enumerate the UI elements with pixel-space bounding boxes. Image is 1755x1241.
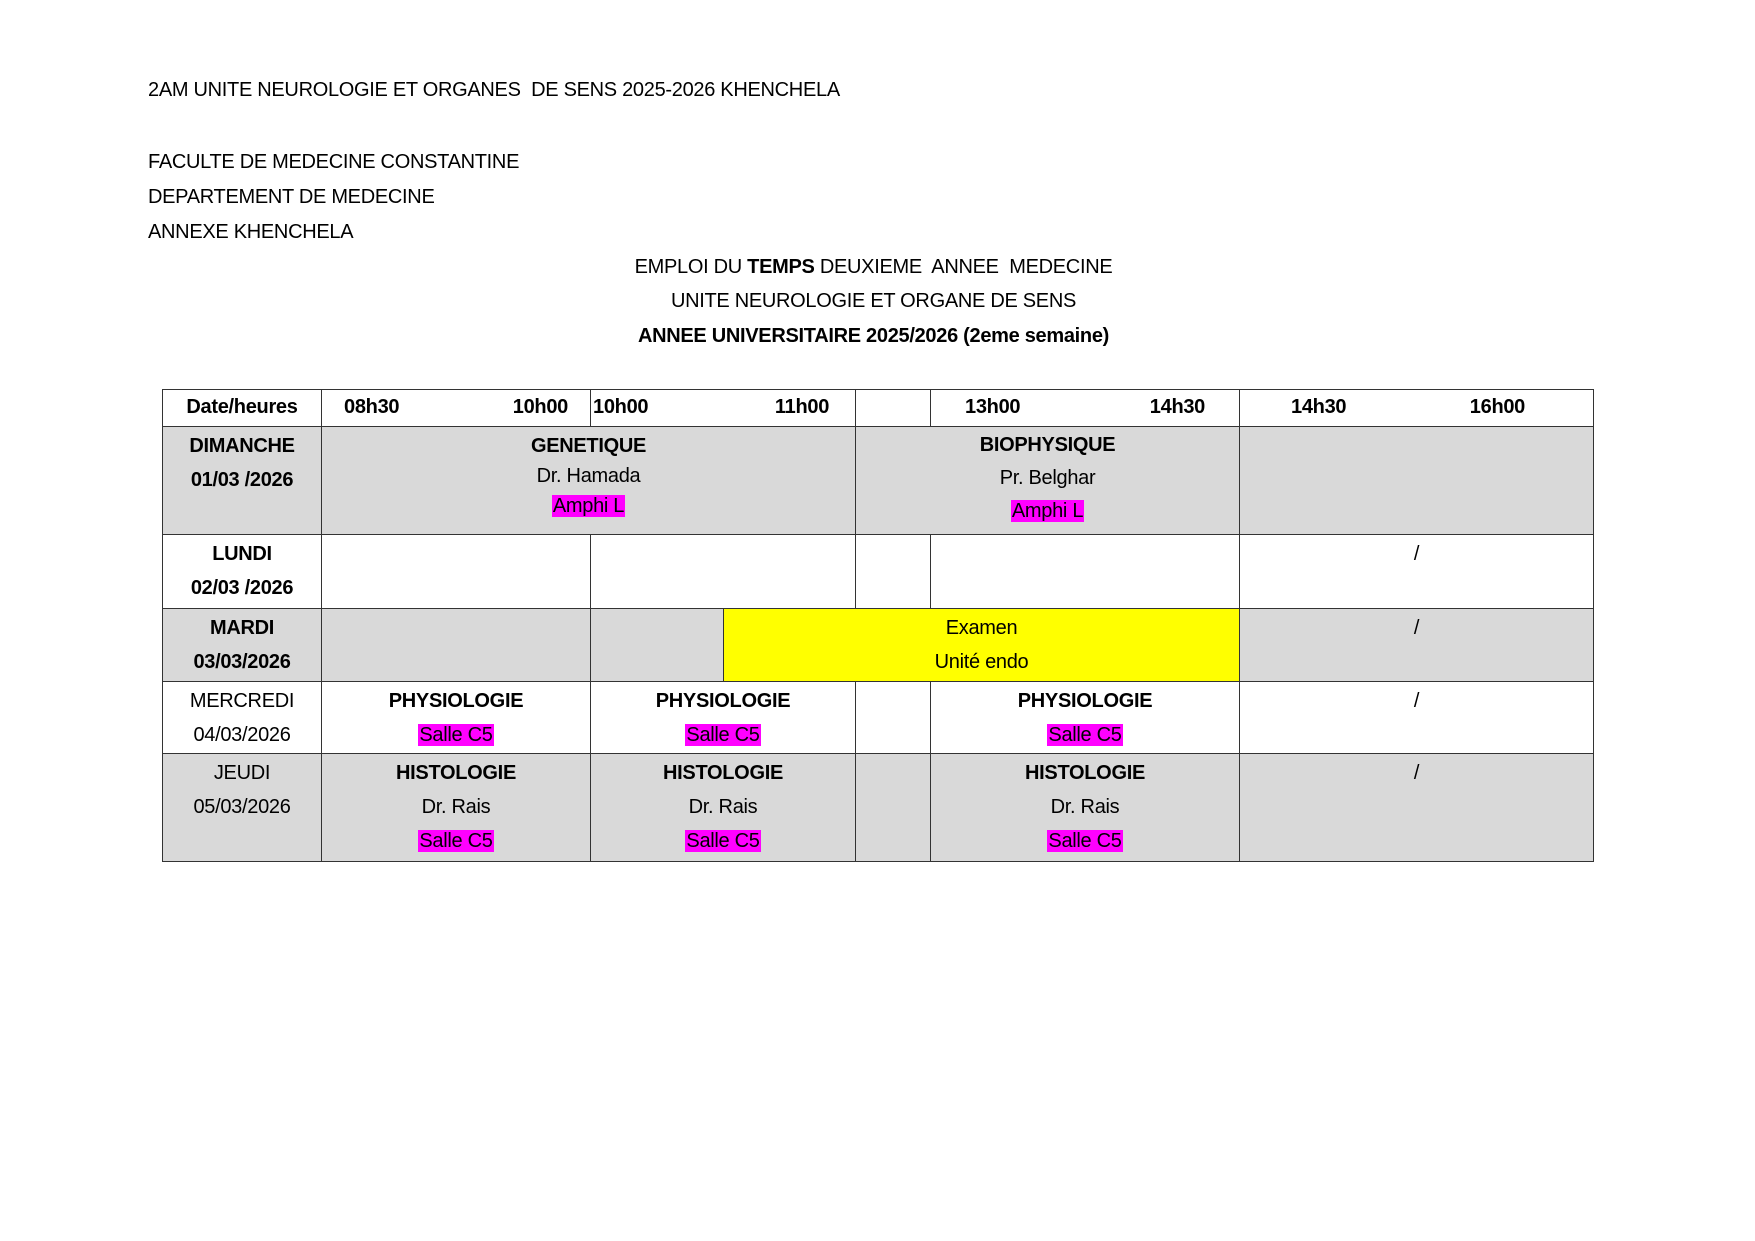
exam-label: Examen: [945, 617, 1018, 639]
course-physiologie: [322, 682, 591, 754]
timetable: [162, 389, 1594, 862]
schedule-title-pre: EMPLOI DU: [634, 256, 748, 278]
course-histologie: [322, 754, 591, 862]
schedule-title-bold: TEMPS: [747, 256, 815, 278]
row-mercredi: [163, 682, 1594, 754]
course-room: Salle C5: [419, 830, 493, 852]
row-mardi: [163, 609, 1594, 682]
late-slot-value: /: [1413, 617, 1420, 639]
annex-line: ANNEXE KHENCHELA: [148, 221, 354, 243]
late-slot-mardi: [1240, 609, 1594, 682]
course-subject: HISTOLOGIE: [663, 762, 783, 784]
late-slot-dimanche: [1240, 427, 1594, 535]
day-name: MERCREDI: [189, 690, 295, 712]
row-dimanche: [163, 427, 1594, 535]
slot1-start: 08h30: [344, 396, 400, 418]
day-cell-mercredi: [163, 682, 322, 754]
course-room: Amphi L: [552, 495, 625, 517]
academic-year-title: ANNEE UNIVERSITAIRE 2025/2026 (2eme semaine): [637, 325, 1110, 347]
slot2-start: 10h00: [593, 396, 649, 418]
empty-slot: [856, 754, 931, 862]
course-subject: HISTOLOGIE: [1025, 762, 1145, 784]
header-slot4: [931, 390, 1240, 427]
header-slot3-empty: [856, 390, 931, 427]
slot1-end: 10h00: [512, 396, 568, 418]
empty-slot: [591, 535, 856, 609]
course-teacher: Dr. Hamada: [536, 465, 641, 487]
day-cell-mardi: [163, 609, 322, 682]
row-lundi: [163, 535, 1594, 609]
late-slot-value: /: [1413, 543, 1420, 565]
exam-cell: [724, 609, 1240, 682]
empty-slot: [591, 609, 724, 682]
document-top-title: 2AM UNITE NEUROLOGIE ET ORGANES DE SENS 2025-2026 KHENCHELA: [148, 79, 840, 101]
course-subject: PHYSIOLOGIE: [388, 690, 524, 712]
course-teacher: Pr. Belghar: [999, 467, 1096, 489]
slot2-end: 11h00: [774, 396, 830, 418]
slot4-start: 13h00: [965, 396, 1021, 418]
day-name: MARDI: [209, 617, 275, 639]
late-slot-value: /: [1413, 762, 1420, 784]
day-name: JEUDI: [213, 762, 271, 784]
header-slot1: [322, 390, 591, 427]
course-room: Salle C5: [419, 724, 493, 746]
late-slot-mercredi: [1240, 682, 1594, 754]
course-teacher: Dr. Rais: [421, 796, 491, 818]
header-date-label: Date/heures: [186, 396, 298, 418]
course-teacher: Dr. Rais: [1050, 796, 1120, 818]
faculty-line: FACULTE DE MEDECINE CONSTANTINE: [148, 151, 520, 173]
course-room: Amphi L: [1011, 500, 1084, 522]
unit-title: UNITE NEUROLOGIE ET ORGANE DE SENS: [670, 290, 1077, 312]
day-date: 04/03/2026: [193, 724, 291, 746]
course-physiologie: [591, 682, 856, 754]
empty-slot: [322, 609, 591, 682]
day-name: DIMANCHE: [189, 435, 295, 457]
day-date: 05/03/2026: [193, 796, 291, 818]
course-physiologie: [931, 682, 1240, 754]
empty-slot: [856, 535, 931, 609]
slot5-start: 14h30: [1291, 396, 1347, 418]
exam-unit: Unité endo: [934, 651, 1029, 673]
course-histologie: [591, 754, 856, 862]
course-teacher: Dr. Rais: [688, 796, 758, 818]
course-room: Salle C5: [686, 830, 760, 852]
day-date: 03/03/2026: [193, 651, 291, 673]
empty-slot: [856, 682, 931, 754]
empty-slot: [931, 535, 1240, 609]
late-slot-lundi: [1240, 535, 1594, 609]
schedule-title-post: DEUXIEME ANNEE MEDECINE: [814, 256, 1113, 278]
slot4-end: 14h30: [1149, 396, 1206, 418]
day-cell-lundi: [163, 535, 322, 609]
course-genetique: [322, 427, 856, 535]
late-slot-value: /: [1413, 690, 1420, 712]
late-slot-jeudi: [1240, 754, 1594, 862]
empty-slot: [322, 535, 591, 609]
day-date: 01/03 /2026: [190, 469, 294, 491]
course-subject: PHYSIOLOGIE: [1017, 690, 1153, 712]
department-line: DEPARTEMENT DE MEDECINE: [148, 186, 435, 208]
course-room: Salle C5: [686, 724, 760, 746]
row-jeudi: [163, 754, 1594, 862]
course-room: Salle C5: [1048, 830, 1122, 852]
course-biophysique: [856, 427, 1240, 535]
day-name: LUNDI: [212, 543, 272, 565]
course-subject: BIOPHYSIQUE: [979, 434, 1116, 456]
slot5-end: 16h00: [1469, 396, 1526, 418]
header-slot2: [591, 390, 856, 427]
course-room: Salle C5: [1048, 724, 1122, 746]
day-cell-jeudi: [163, 754, 322, 862]
day-date: 02/03 /2026: [190, 577, 294, 599]
course-subject: GENETIQUE: [530, 435, 647, 457]
header-date-col: [163, 390, 322, 427]
header-row: [163, 390, 1594, 427]
course-subject: PHYSIOLOGIE: [655, 690, 791, 712]
course-subject: HISTOLOGIE: [396, 762, 516, 784]
day-cell-dimanche: [163, 427, 322, 535]
schedule-title: [0, 255, 1751, 279]
course-histologie: [931, 754, 1240, 862]
header-slot5: [1240, 390, 1594, 427]
